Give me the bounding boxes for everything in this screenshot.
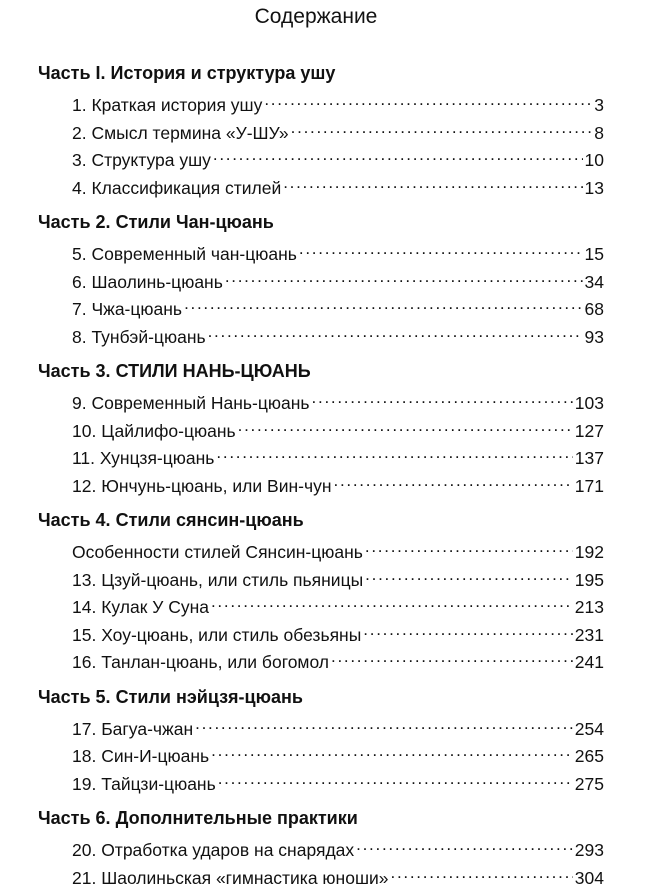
part-title: Часть 5. Стили нэйцзя-цюань — [38, 686, 604, 708]
entry-page-number: 13 — [585, 177, 604, 200]
entry-page-number: 275 — [575, 773, 604, 796]
entry-label: 2. Смысл термина «У-ШУ» — [72, 122, 289, 145]
dot-leader — [291, 117, 593, 139]
toc-part — [38, 62, 604, 199]
entry-page-number: 34 — [585, 271, 604, 294]
entry-page-number: 15 — [585, 243, 604, 266]
page-title: Содержание — [28, 0, 604, 62]
entry-label: 13. Цзуй-цюань, или стиль пьяницы — [72, 569, 363, 592]
toc-entry[interactable] — [38, 89, 604, 117]
dot-leader — [312, 387, 573, 409]
entry-page-number: 192 — [575, 541, 604, 564]
dot-leader — [208, 321, 583, 343]
entry-page-number: 265 — [575, 745, 604, 768]
entry-page-number: 3 — [594, 94, 604, 117]
toc-entry[interactable] — [38, 387, 604, 415]
entry-label: 17. Багуа-чжан — [72, 718, 193, 741]
entry-page-number: 171 — [575, 475, 604, 498]
dot-leader — [283, 172, 582, 194]
dot-leader — [365, 536, 573, 558]
entry-label: 18. Син-И-цюань — [72, 745, 209, 768]
part-title: Часть 6. Дополнительные практики — [38, 807, 604, 829]
entry-page-number: 103 — [575, 392, 604, 415]
entry-label: 8. Тунбэй-цюань — [72, 326, 206, 349]
dot-leader — [299, 238, 583, 260]
part-title: Часть 3. СТИЛИ НАНЬ-ЦЮАНЬ — [38, 360, 604, 382]
toc-part — [38, 509, 604, 674]
entry-page-number: 68 — [585, 298, 604, 321]
toc-entry[interactable] — [38, 646, 604, 674]
entry-label: 9. Современный Нань-цюань — [72, 392, 310, 415]
dot-leader — [211, 591, 573, 613]
entry-label: 11. Хунцзя-цюань — [72, 447, 214, 470]
toc-entry[interactable] — [38, 536, 604, 564]
entry-label: 12. Юнчунь-цюань, или Вин-чун — [72, 475, 332, 498]
dot-leader — [211, 740, 573, 762]
dot-leader — [184, 293, 582, 315]
toc-entry[interactable] — [38, 470, 604, 498]
entry-label: 7. Чжа-цюань — [72, 298, 182, 321]
dot-leader — [391, 862, 573, 884]
toc-entry[interactable] — [38, 172, 604, 200]
entry-label: 1. Краткая история ушу — [72, 94, 262, 117]
dot-leader — [218, 768, 573, 790]
dot-leader — [264, 89, 592, 111]
toc-entry[interactable] — [38, 144, 604, 172]
entry-page-number: 231 — [575, 624, 604, 647]
dot-leader — [356, 834, 573, 856]
entry-page-number: 137 — [575, 447, 604, 470]
toc-entry[interactable] — [38, 117, 604, 145]
table-of-contents — [38, 62, 604, 889]
entry-page-number: 293 — [575, 839, 604, 862]
toc-entry[interactable] — [38, 415, 604, 443]
dot-leader — [365, 564, 573, 586]
part-title: Часть 2. Стили Чан-цюань — [38, 211, 604, 233]
entry-page-number: 127 — [575, 420, 604, 443]
entry-label: Особенности стилей Сянсин-цюань — [72, 541, 363, 564]
dot-leader — [213, 144, 583, 166]
dot-leader — [238, 415, 573, 437]
entry-page-number: 254 — [575, 718, 604, 741]
toc-entry[interactable] — [38, 834, 604, 862]
toc-entry[interactable] — [38, 238, 604, 266]
dot-leader — [225, 266, 583, 288]
toc-entry[interactable] — [38, 619, 604, 647]
toc-part — [38, 807, 604, 889]
entry-label: 16. Танлан-цюань, или богомол — [72, 651, 329, 674]
entry-label: 21. Шаолиньская «гимнастика юноши» — [72, 867, 389, 889]
toc-part — [38, 211, 604, 348]
dot-leader — [331, 646, 573, 668]
dot-leader — [195, 713, 573, 735]
toc-entry[interactable] — [38, 862, 604, 889]
toc-entry[interactable] — [38, 768, 604, 796]
part-title: Часть 4. Стили сянсин-цюань — [38, 509, 604, 531]
dot-leader — [334, 470, 573, 492]
toc-entry[interactable] — [38, 442, 604, 470]
entry-label: 3. Структура ушу — [72, 149, 211, 172]
toc-entry[interactable] — [38, 293, 604, 321]
entry-label: 14. Кулак У Суна — [72, 596, 209, 619]
toc-entry[interactable] — [38, 321, 604, 349]
toc-entry[interactable] — [38, 564, 604, 592]
dot-leader — [216, 442, 572, 464]
entry-label: 10. Цайлифо-цюань — [72, 420, 236, 443]
entry-page-number: 213 — [575, 596, 604, 619]
toc-entry[interactable] — [38, 713, 604, 741]
part-title: Часть I. История и структура ушу — [38, 62, 604, 84]
entry-page-number: 93 — [585, 326, 604, 349]
entry-page-number: 241 — [575, 651, 604, 674]
entry-page-number: 195 — [575, 569, 604, 592]
toc-entry[interactable] — [38, 266, 604, 294]
toc-entry[interactable] — [38, 740, 604, 768]
entry-page-number: 304 — [575, 867, 604, 889]
entry-label: 19. Тайцзи-цюань — [72, 773, 216, 796]
entry-label: 20. Отработка ударов на снарядах — [72, 839, 354, 862]
entry-label: 5. Современный чан-цюань — [72, 243, 297, 266]
dot-leader — [363, 619, 573, 641]
toc-part — [38, 686, 604, 796]
entry-label: 15. Хоу-цюань, или стиль обезьяны — [72, 624, 361, 647]
entry-page-number: 10 — [585, 149, 604, 172]
toc-entry[interactable] — [38, 591, 604, 619]
toc-part — [38, 360, 604, 497]
entry-label: 4. Классификация стилей — [72, 177, 281, 200]
entry-label: 6. Шаолинь-цюань — [72, 271, 223, 294]
entry-page-number: 8 — [594, 122, 604, 145]
